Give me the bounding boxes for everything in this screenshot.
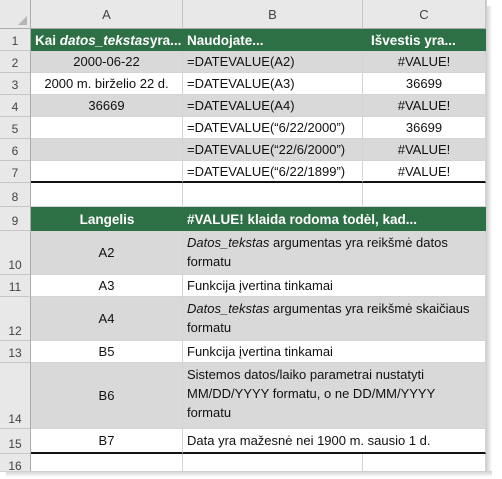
select-all-corner[interactable]	[0, 0, 31, 29]
row-header-7[interactable]: 7	[0, 161, 31, 183]
cell-b2[interactable]: =DATEVALUE(A2)	[183, 51, 363, 73]
cell-b10-text: argumentas yra reikšmė datos formatu	[187, 235, 448, 269]
row-header-14[interactable]: 14	[0, 363, 31, 429]
cell-b6[interactable]: =DATEVALUE(“22/6/2000”)	[183, 139, 363, 161]
cell-b12-text: argumentas yra reikšmė skaičiaus formatu	[187, 301, 470, 335]
column-header-c[interactable]: C	[363, 0, 486, 29]
cell-b5[interactable]: =DATEVALUE(“6/22/2000”)	[183, 117, 363, 139]
column-header-b[interactable]: B	[183, 0, 363, 29]
row-header-10[interactable]: 10	[0, 231, 31, 275]
cell-c7[interactable]: #VALUE!	[363, 161, 486, 183]
cell-b12[interactable]	[183, 297, 486, 341]
cell-a2[interactable]: 2000-06-22	[31, 51, 183, 73]
cell-a11[interactable]: A3	[31, 275, 183, 297]
cell-a3[interactable]: 2000 m. birželio 22 d.	[31, 73, 183, 95]
table2-header-b[interactable]: #VALUE! klaida rodoma todėl, kad...	[183, 207, 486, 231]
row-header-16[interactable]: 16	[0, 454, 31, 472]
cell-a7[interactable]	[31, 161, 183, 183]
row-header-1[interactable]: 1	[0, 29, 31, 51]
table2-header-a[interactable]: Langelis	[31, 207, 183, 231]
table1-header-a-italic: datos_tekstas	[59, 32, 150, 48]
table1-header-a[interactable]	[31, 29, 183, 51]
row-header-15[interactable]: 15	[0, 429, 31, 454]
row-header-13[interactable]: 13	[0, 341, 31, 363]
cell-c2[interactable]: #VALUE!	[363, 51, 486, 73]
cell-a5[interactable]	[31, 117, 183, 139]
row-header-8[interactable]: 8	[0, 183, 31, 207]
table1-header-c[interactable]: Išvestis yra...	[363, 29, 486, 51]
cell-a14[interactable]: B6	[31, 363, 183, 429]
cell-b7[interactable]: =DATEVALUE(“6/22/1899”)	[183, 161, 363, 183]
row-header-12[interactable]: 12	[0, 297, 31, 341]
cell-c16[interactable]	[363, 454, 486, 472]
table1-header-b[interactable]: Naudojate...	[183, 29, 363, 51]
cell-a16[interactable]	[31, 454, 183, 472]
cell-b4[interactable]: =DATEVALUE(A4)	[183, 95, 363, 117]
cell-c3[interactable]: 36699	[363, 73, 486, 95]
cell-b10-italic: Datos_tekstas	[187, 235, 270, 250]
table1-header-a-suffix: yra...	[149, 32, 182, 48]
row-header-11[interactable]: 11	[0, 275, 31, 297]
cell-c5[interactable]: 36699	[363, 117, 486, 139]
cell-a8[interactable]	[31, 183, 183, 207]
cell-b11[interactable]: Funkcija įvertina tinkamai	[183, 275, 486, 297]
cell-a15[interactable]: B7	[31, 429, 183, 454]
cell-b12-italic: Datos_tekstas	[187, 301, 270, 316]
cell-b3[interactable]: =DATEVALUE(A3)	[183, 73, 363, 95]
row-header-2[interactable]: 2	[0, 51, 31, 73]
table1-header-a-prefix: Kai	[35, 32, 60, 48]
row-header-4[interactable]: 4	[0, 95, 31, 117]
cell-b14[interactable]: Sistemos datos/laiko parametrai nustatyti MM/DD/YYYY formatu, o ne DD/MM/YYYY formatu	[183, 363, 486, 429]
cell-a12[interactable]: A4	[31, 297, 183, 341]
cell-a4[interactable]: 36669	[31, 95, 183, 117]
column-header-a[interactable]: A	[31, 0, 183, 29]
cell-b10[interactable]	[183, 231, 486, 275]
cell-a6[interactable]	[31, 139, 183, 161]
cell-c6[interactable]: #VALUE!	[363, 139, 486, 161]
select-all-triangle-icon	[18, 16, 27, 25]
row-header-6[interactable]: 6	[0, 139, 31, 161]
cell-b16[interactable]	[183, 454, 363, 472]
cell-b15[interactable]: Data yra mažesnė nei 1900 m. sausio 1 d.	[183, 429, 486, 454]
row-header-9[interactable]: 9	[0, 207, 31, 231]
row-header-3[interactable]: 3	[0, 73, 31, 95]
cell-b8[interactable]	[183, 183, 363, 207]
cell-c8[interactable]	[363, 183, 486, 207]
cell-b13[interactable]: Funkcija įvertina tinkamai	[183, 341, 486, 363]
cell-c4[interactable]: #VALUE!	[363, 95, 486, 117]
cell-a10[interactable]: A2	[31, 231, 183, 275]
cell-a13[interactable]: B5	[31, 341, 183, 363]
row-header-5[interactable]: 5	[0, 117, 31, 139]
